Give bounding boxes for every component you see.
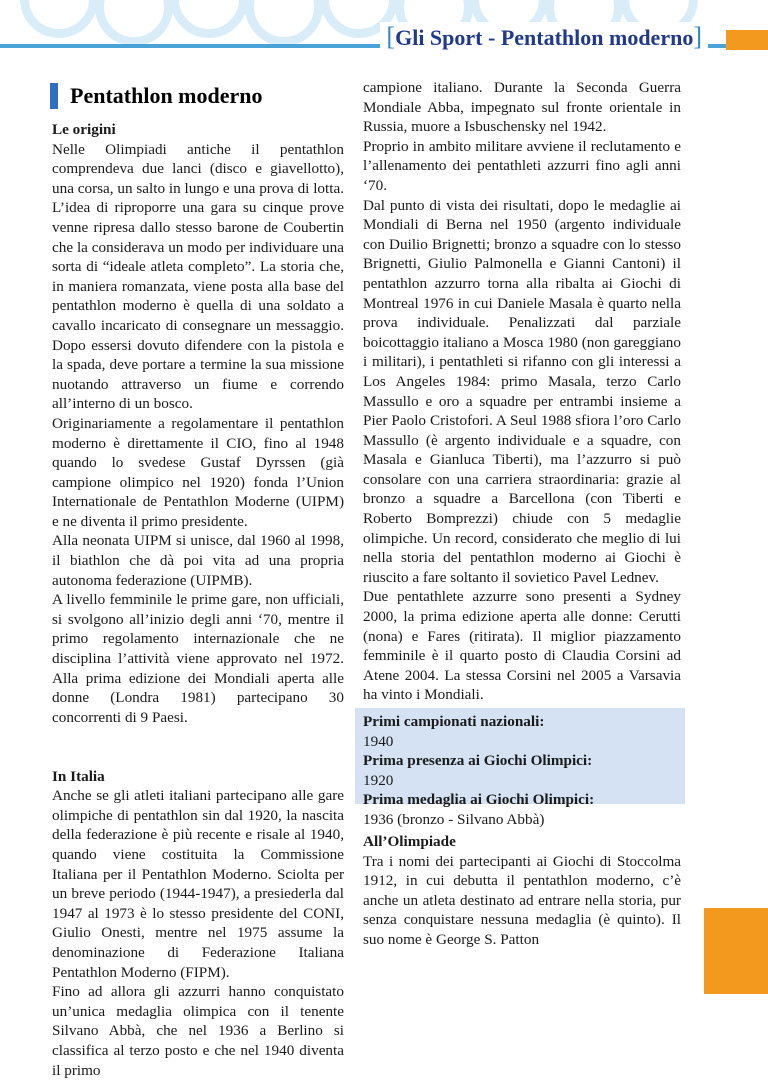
paragraph: campione italiano. Durante la Seconda Guerra Mondiale Abba, impegnato sul fronte orientale in Russia, muore a Isbuschensky nel 1942. [363,79,681,136]
header-band [0,0,768,62]
header-bracket-open: [ [386,22,396,51]
paragraph: Proprio in ambito militare avviene il reclutamento e l’allenamento dei pentathleti azzurri fino agli anni ‘70. [363,137,681,194]
fact-value: 1940 [363,732,394,750]
paragraph: Fino ad allora gli azzurri hanno conquistato un’unica medaglia olimpica con il tenente Silvano Abbà, che nel 1936 a Berlino si classifica al terzo posto e che nel 1940 diventa il primo [52,983,344,1079]
heading-italia: In Italia [52,767,105,785]
header-accent-tab [726,30,768,50]
decorative-ring [20,0,98,38]
paragraph: Alla neonata UIPM si unisce, dal 1960 al 1998, il biathlon che dà poi vita ad una propria autonoma federazione (UIPMB). [52,532,344,589]
paragraph: Due pentathlete azzurre sono presenti a Sydney 2000, la prima edizione aperta alle donne: Cerutti (nona) e Fares (ritirata). Il miglior piazzamento femminile è il quarto posto di Claudia Corsini ad Atene 2004. La stessa Corsini nel 2005 a Varsavia ha vinto i Mondiali. [363,588,681,704]
fact-value: 1936 (bronzo - Silvano Abbà) [363,810,545,828]
fact-label: Primi campionati nazionali: [363,713,545,730]
fact-value: 1920 [363,771,394,789]
heading-origini: Le origini [52,121,116,138]
fact-label: Prima presenza ai Giochi Olimpici: [363,752,593,770]
fact-label: Prima medaglia ai Giochi Olimpici: [363,791,595,809]
heading-olimpiade: All’Olimpiade [363,833,456,850]
right-column [363,78,681,705]
header-title-text: Gli Sport - Pentathlon moderno [395,25,694,50]
decorative-ring [170,0,248,38]
olympiade-section [363,832,681,950]
header-bracket-close: ] [693,22,702,51]
page-corner-tab [704,908,768,994]
paragraph: Anche se gli atleti italiani partecipano alle gare olimpiche di pentathlon sin dal 1920, la nascita della federazione è più recente e risale al 1940, quando viene costituita la Commissione Italiana per il Pentathlon Moderno. Sciolta per un breve periodo (1944-1947), a presiederla dal 1947 al 1973 è lo stesso presidente del CONI, Giulio Onesti, mentre nel 1975 assume la denominazione di Federazione Italiana Pentathlon Moderno (FIPM). [52,787,344,981]
section-title: Pentathlon moderno [50,83,263,109]
paragraph: A livello femminile le prime gare, non ufficiali, si svolgono all’inizio degli anni ‘70, mentre il primo regolamento internazionale che ne disciplina l’attività viene approvato nel 1972. Alla prima edizione dei Mondiali aperta alle donne (Londra 1981) partecipano 30 concorrenti di 9 Paesi. [52,591,344,726]
paragraph: Dal punto di vista dei risultati, dopo le medaglie ai Mondiali di Berna nel 1950 (argento individuale con Duilio Brignetti; bronzo a squadre con lo stesso Brignetti, Giulio Palmonella e Gianni Cantoni) il pentathlon azzurro torna alla ribalta ai Giochi di Montreal 1976 in cui Daniele Masala è quarto nella prova individuale. Penalizzati dal parziale boicottaggio italiano a Mosca 1980 (non gareggiano i militari), i pentathleti si rifanno con gli interessi a Los Angeles 1984: primo Masala, terzo Carlo Massullo e oro a squadre per entrambi insieme a Pier Paolo Cristofori. A Seul 1988 sfiora l’oro Carlo Massullo (è argento individuale e a squadre, con Masala e Gianluca Tiberti), ma l’azzurro si può consolare con una carriera straordinaria: grazie al bronzo a squadre a Barcellona (con Tiberti e Roberto Bomprezzi) chiude con 5 medaglie olimpiche. Un record, considerato che meglio di lui nella storia del pentathlon moderno ai Giochi è riuscito a fare soltanto il sovietico Pavel Lednev. [363,196,681,586]
paragraph: Originariamente a regolamentare il pentathlon moderno è direttamente il CIO, fino al 1948 quando lo svedese Gustaf Dyrssen (già campione olimpico nel 1920) fonda l’Union Internationale de Pentathlon Moderne (UIPM) e ne diventa il primo presidente. [52,414,344,530]
decorative-ring [95,0,173,46]
paragraph: Nelle Olimpiadi antiche il pentathlon comprendeva due lanci (disco e giavellotto), una corsa, un salto in lungo e una prova di lotta. L’idea di riproporre una gara su cinque prove venne ripresa dallo stesso barone de Coubertin che la considerava un modo per individuare una sorta di “ideale atleta completo”. La storia che, in maniera romanzata, viene posta alla base del pentathlon moderno è quella di una soldato a cavallo incaricato di consegnare un messaggio. Dopo essersi dovuto difendere con la pistola e la spada, deve portare a termine la sua missione nuotando attraverso un fiume e correndo all’interno di un bosco. [52,140,344,413]
running-header [380,22,708,53]
paragraph: Tra i nomi dei partecipanti ai Giochi di Stoccolma 1912, in cui debutta il pentathlon moderno, c’è anche un atleta destinato ad entrare nella storia, pur senza conquistare nessuna medaglia (è quinto). Il suo nome è George S. Patton [363,852,681,948]
left-column [52,120,344,1080]
decorative-ring [245,0,323,46]
facts-box [355,708,685,828]
